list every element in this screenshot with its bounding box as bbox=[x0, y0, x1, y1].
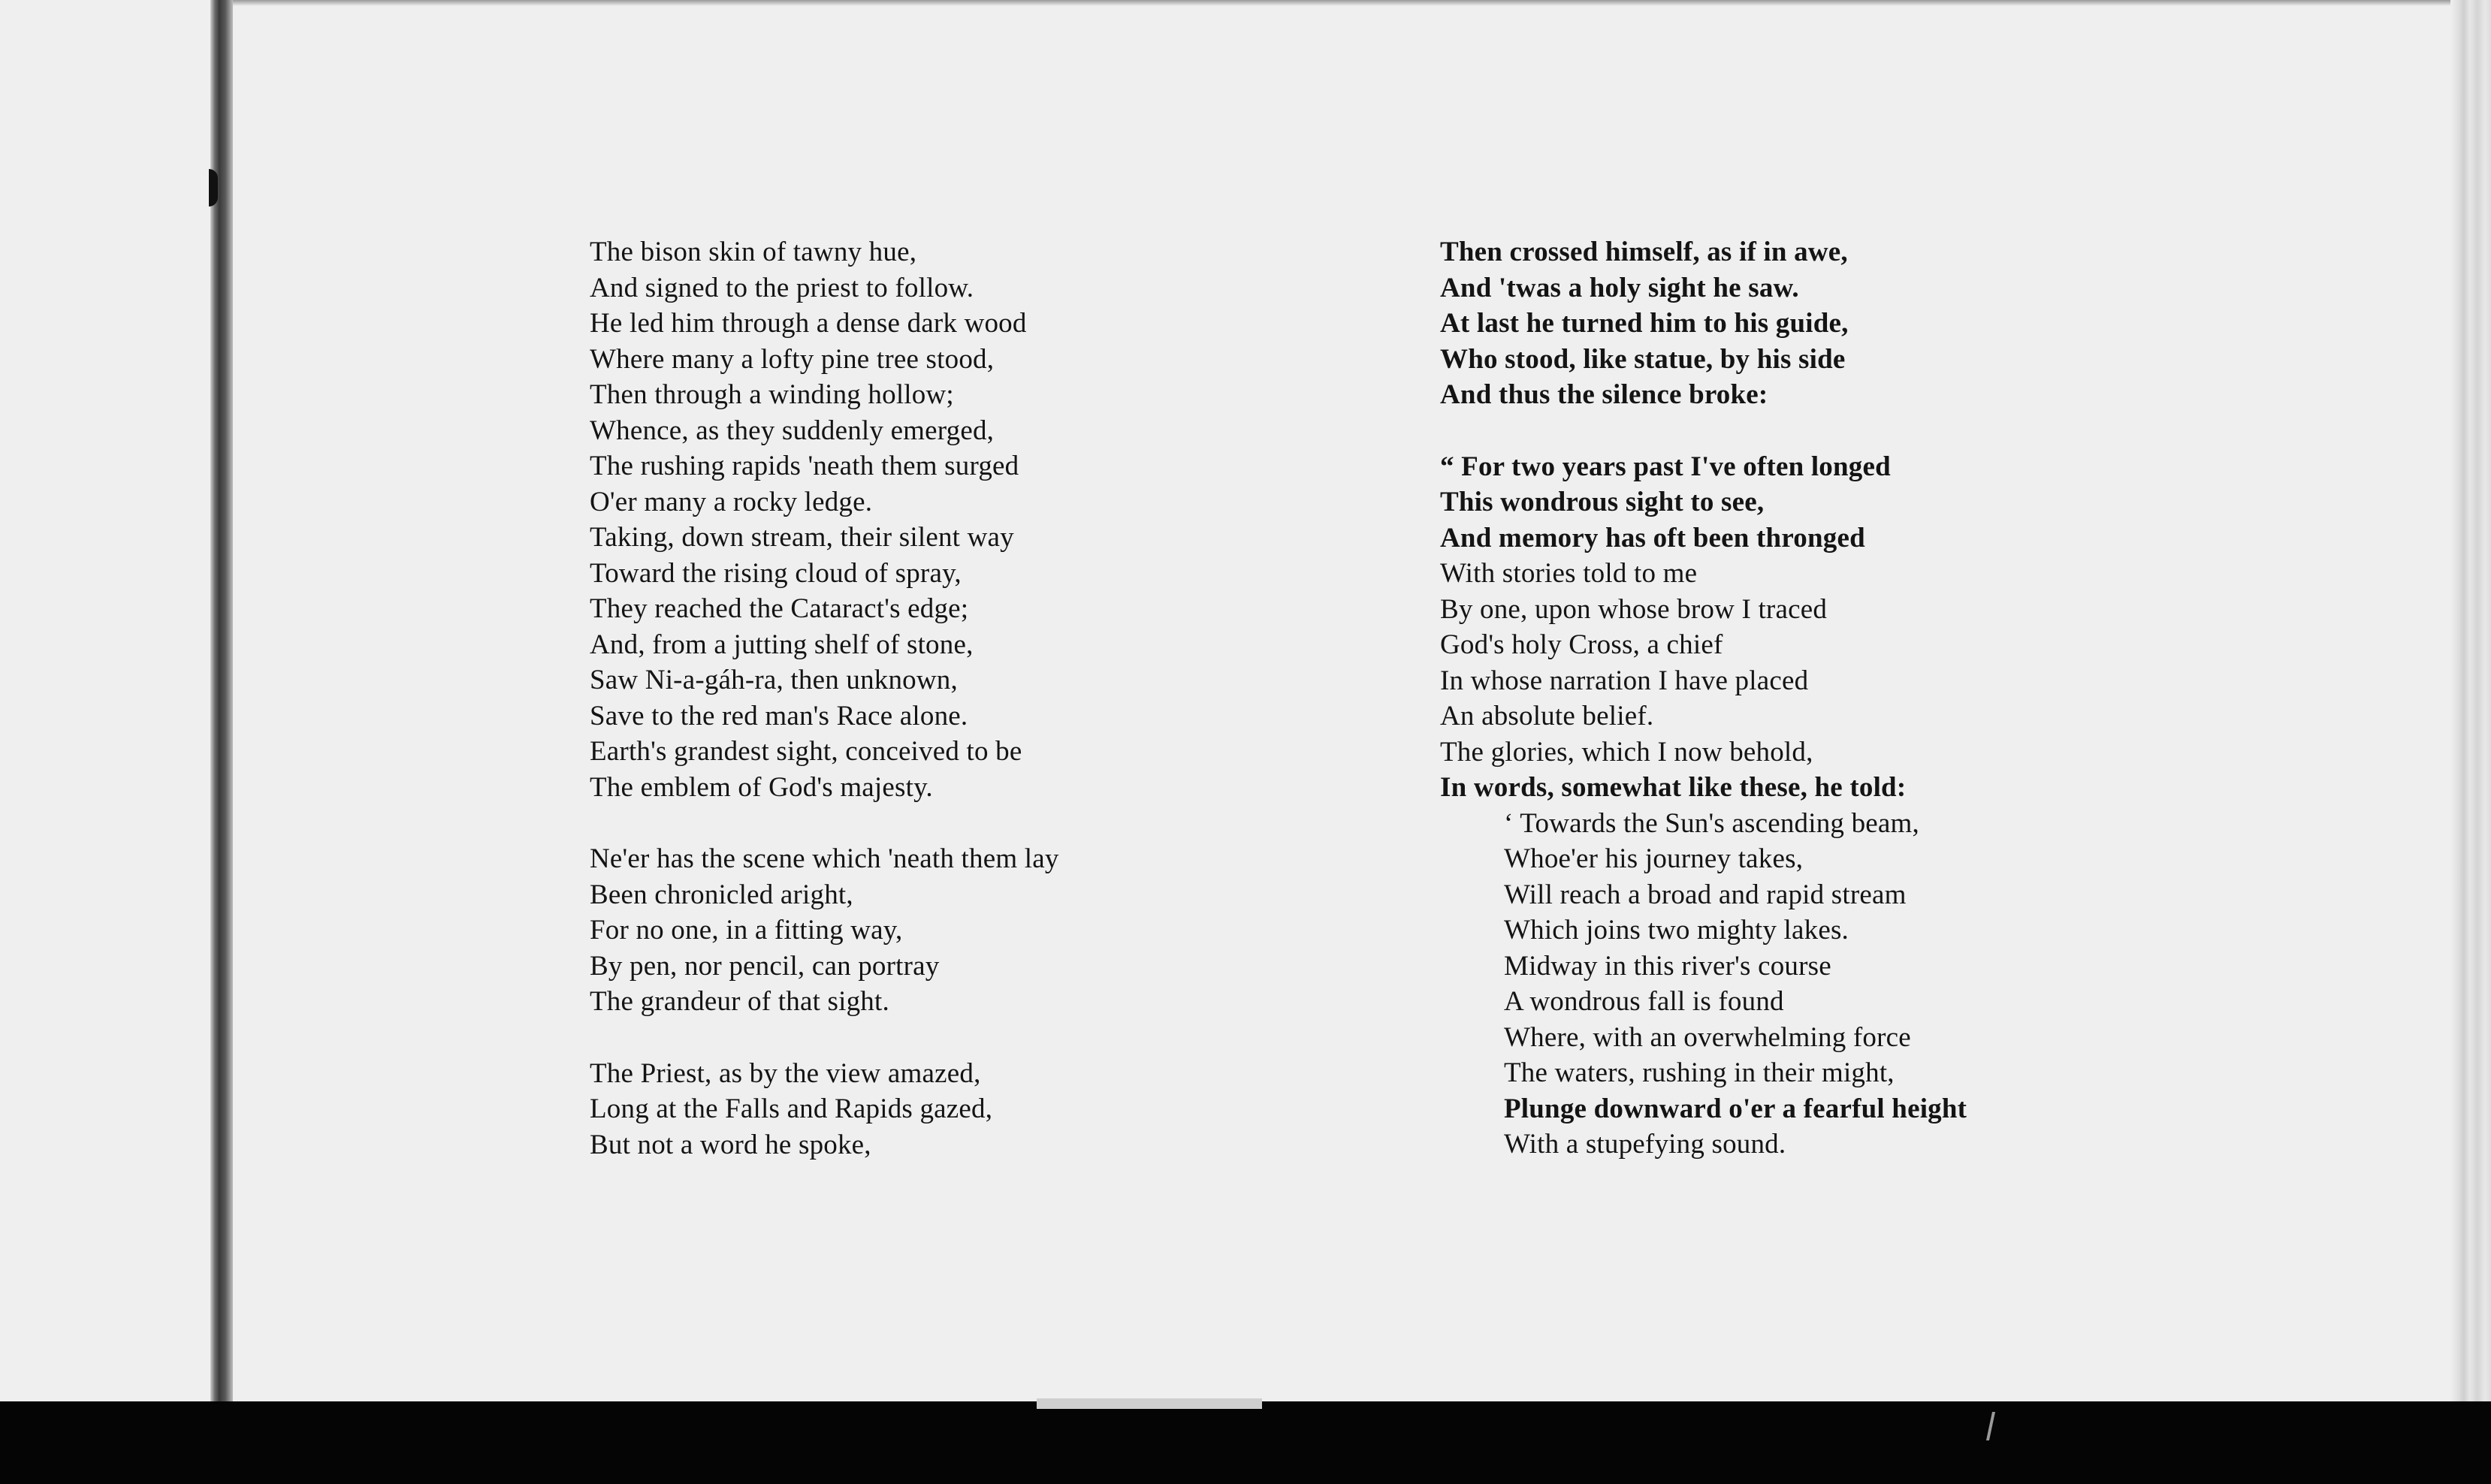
poem-line: But not a word he spoke, bbox=[590, 1129, 871, 1160]
poem-line: Earth's grandest sight, conceived to be bbox=[590, 736, 1022, 767]
poem-line: And 'twas a holy sight he saw. bbox=[1440, 272, 1799, 303]
poem-line: O'er many a rocky ledge. bbox=[590, 486, 873, 517]
poem-line: And signed to the priest to follow. bbox=[590, 272, 974, 303]
poem-line: This wondrous sight to see, bbox=[1440, 487, 1765, 517]
poem-line-indented: Whoe'er his journey takes, bbox=[1504, 843, 1804, 874]
scan-border-bottom bbox=[0, 1401, 2491, 1484]
poem-line: Save to the red man's Race alone. bbox=[590, 700, 968, 731]
poem-line: Who stood, like statue, by his side bbox=[1440, 343, 1846, 375]
poem-line-indented: The waters, rushing in their might, bbox=[1504, 1057, 1895, 1088]
poem-line: And, from a jutting shelf of stone, bbox=[590, 629, 974, 660]
poem-line: Then through a winding hollow; bbox=[590, 379, 954, 410]
stanza-right-1 bbox=[1440, 234, 2116, 413]
stanza-left-1 bbox=[590, 234, 1206, 805]
poem-line: At last he turned him to his guide, bbox=[1440, 308, 1849, 339]
poem-line: In whose narration I have placed bbox=[1440, 665, 1809, 696]
poem-line: Saw Ni-a-gáh-ra, then unknown, bbox=[590, 665, 958, 695]
book-binding-gutter bbox=[210, 0, 233, 1409]
poem-line: By pen, nor pencil, can portray bbox=[590, 950, 940, 982]
poem-line: Been chronicled aright, bbox=[590, 879, 853, 910]
poem-line-indented: Midway in this river's course bbox=[1504, 950, 1831, 982]
poem-line: An absolute belief. bbox=[1440, 701, 1654, 731]
poem-line: The bison skin of tawny hue, bbox=[590, 237, 917, 267]
scan-strip bbox=[1037, 1398, 1262, 1409]
poem-line: In words, somewhat like these, he told: bbox=[1440, 772, 1907, 803]
poem-line: Whence, as they suddenly emerged, bbox=[590, 415, 995, 446]
poem-line: The rushing rapids 'neath them surged bbox=[590, 451, 1019, 481]
poem-line: Toward the rising cloud of spray, bbox=[590, 557, 962, 589]
poem-line-indented: A wondrous fall is found bbox=[1504, 986, 1784, 1017]
poem-line: And memory has oft been thronged bbox=[1440, 522, 1865, 553]
poem-column-left bbox=[590, 234, 1206, 1199]
poem-line: The grandeur of that sight. bbox=[590, 986, 889, 1017]
poem-line-indented: With a stupefying sound. bbox=[1504, 1129, 1786, 1160]
poem-line: God's holy Cross, a chief bbox=[1440, 629, 1723, 660]
poem-line: “ For two years past I've often longed bbox=[1440, 451, 1891, 482]
page-stack-edge bbox=[2450, 0, 2491, 1409]
poem-line: Long at the Falls and Rapids gazed, bbox=[590, 1093, 993, 1124]
poem-line: With stories told to me bbox=[1440, 558, 1698, 589]
page-top-edge bbox=[225, 0, 2491, 6]
stanza-left-2 bbox=[590, 841, 1206, 1020]
poem-line: By one, upon whose brow I traced bbox=[1440, 593, 1828, 625]
poem-line-indented: Will reach a broad and rapid stream bbox=[1504, 879, 1907, 910]
stanza-left-3 bbox=[590, 1056, 1206, 1163]
poem-column-right bbox=[1440, 234, 2116, 1199]
poem-line-indented: Where, with an overwhelming force bbox=[1504, 1021, 1911, 1053]
poem-line: They reached the Cataract's edge; bbox=[590, 593, 969, 624]
stanza-right-2 bbox=[1440, 449, 2116, 1163]
poem-line: The Priest, as by the view amazed, bbox=[590, 1057, 981, 1089]
poem-line: And thus the silence broke: bbox=[1440, 379, 1768, 410]
poem-line: The emblem of God's majesty. bbox=[590, 771, 933, 803]
poem-line-indented: Plunge downward o'er a fearful height bbox=[1504, 1093, 1967, 1124]
poem-line: He led him through a dense dark wood bbox=[590, 308, 1027, 339]
poem-line: Taking, down stream, their silent way bbox=[590, 522, 1014, 553]
binding-notch bbox=[209, 169, 218, 207]
poem-line: Ne'er has the scene which 'neath them lay bbox=[590, 843, 1059, 874]
poem-line-indented: ‘ Towards the Sun's ascending beam, bbox=[1504, 807, 1919, 839]
poem-line: Then crossed himself, as if in awe, bbox=[1440, 237, 1848, 267]
poem-line: For no one, in a fitting way, bbox=[590, 915, 903, 946]
poem-line-indented: Which joins two mighty lakes. bbox=[1504, 915, 1849, 946]
poem-line: Where many a lofty pine tree stood, bbox=[590, 343, 995, 375]
poem-line: The glories, which I now behold, bbox=[1440, 736, 1813, 768]
